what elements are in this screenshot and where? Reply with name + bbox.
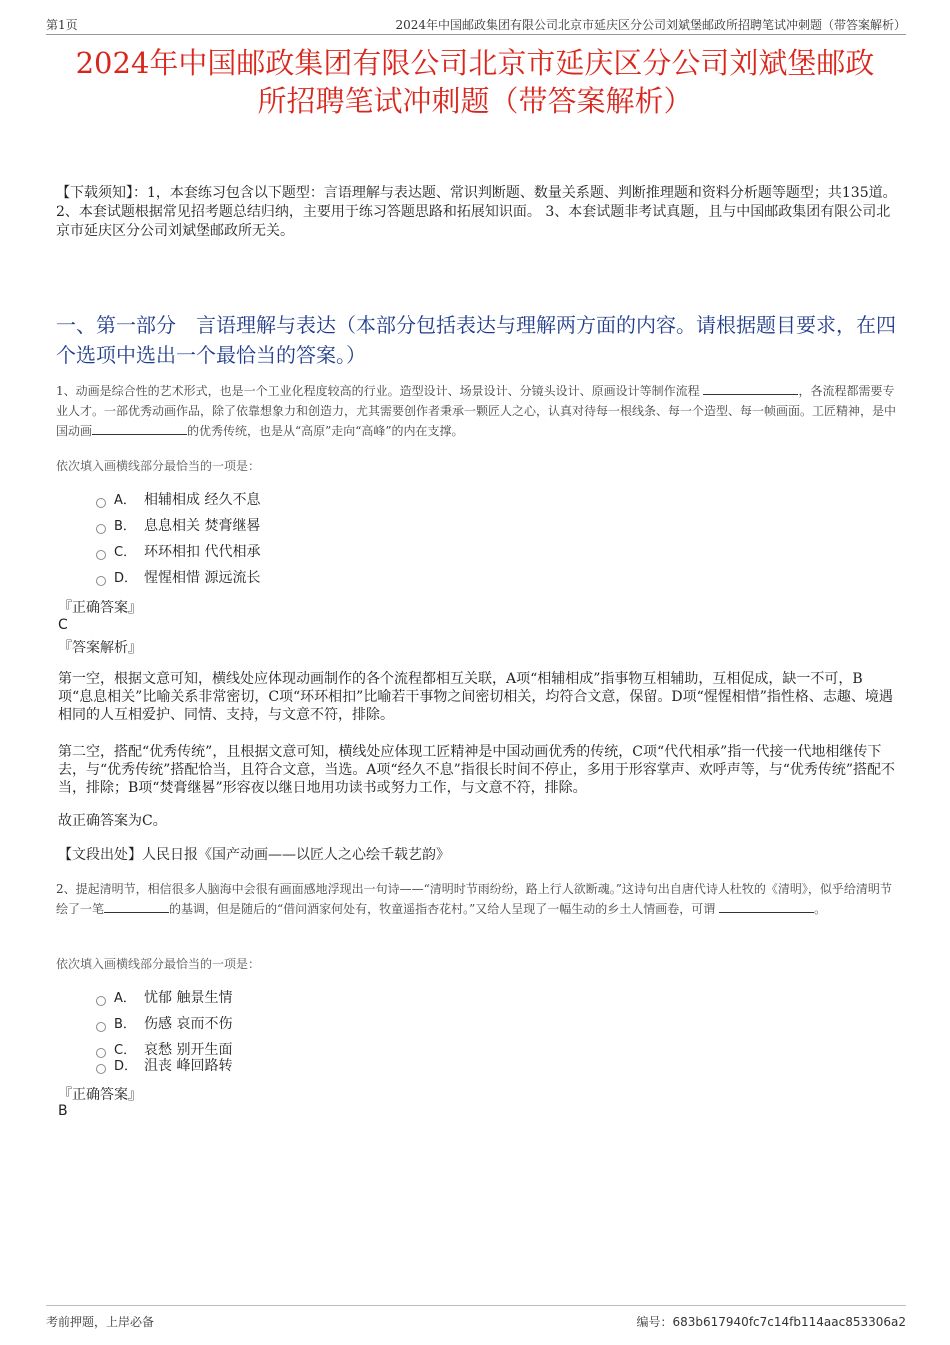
answer-blank [92,422,187,435]
answer-blank [104,900,169,913]
question-1-stem-part-b: ，各流程都需要专业人才。一部优秀动画作品，除了依靠想象力和创造力，尤其需要创作者秉承一颗匠人之心，认真对待每一根线条、每一个造型、每一帧画面。工匠精神，是中国动画 [56,384,897,438]
option-letter: B． [114,1017,136,1032]
option-letter: C． [114,545,137,560]
question-2-stem-part-b: 的基调，但是随后的“借问酒家何处有，牧童遥指杏花村。”又给人呈现了一幅生动的乡土人情画卷，可谓 [169,902,716,916]
question-1-analysis-p1: 第一空，根据文意可知，横线处应体现动画制作的各个流程都相互关联，A项“相辅相成”指事物互相辅助，互相促成，缺一不可，B项“息息相关”比喻关系非常密切，C项“环环相扣”比喻若干事物之间密切相关，均符合文意，保留。D项“惺惺相惜”指性格、志趣、境遇相同的人互相爱护、同情、支持，与文意不符，排除。 [58,671,893,723]
option-text: 环环相扣 代代相承 [144,544,261,560]
footer-slogan: 考前押题，上岸必备 [46,1315,155,1329]
title-line-1: 2024年中国邮政集团有限公司北京市延庆区分公司刘斌堡邮政 [75,46,875,80]
question-1-option-b[interactable] [96,516,260,536]
question-2-prompt: 依次填入画横线部分最恰当的一项是： [56,957,261,971]
option-letter: C． [114,1043,137,1058]
running-title: 2024年中国邮政集团有限公司北京市延庆区分公司刘斌堡邮政所招聘笔试冲刺题（带答案解析） [395,18,906,32]
option-letter: A． [114,991,136,1006]
question-2-answer-label: 『正确答案』 [58,1087,142,1103]
radio-icon[interactable] [96,550,106,560]
question-2-option-b[interactable] [96,1014,232,1034]
radio-icon[interactable] [96,576,106,586]
option-text: 相辅相成 经久不息 [144,492,261,508]
section-heading: 一、第一部分 言语理解与表达（本部分包括表达与理解两方面的内容。请根据题目要求，在四个选项中选出一个最恰当的答案。） [56,313,896,367]
option-text: 惺惺相惜 源远流长 [144,570,261,586]
radio-icon[interactable] [96,996,106,1006]
option-letter: D． [114,1059,138,1074]
option-text: 息息相关 焚膏继晷 [144,518,261,534]
footer-code-label: 编号： [636,1315,673,1329]
page-header [46,14,906,35]
question-1-source: 【文段出处】人民日报《国产动画——以匠人之心绘千载艺韵》 [58,847,450,863]
page-number: 第1页 [46,18,78,32]
question-1-analysis-p2: 第二空，搭配“优秀传统”，且根据文意可知，横线处应体现工匠精神是中国动画优秀的传统，C项“代代相承”指一代接一代地相继传下去，与“优秀传统”搭配恰当，且符合文意，当选。A项“经久不息”指很长时间不停止，多用于形容掌声、欢呼声等，与“优秀传统”搭配不当，排除；B项“焚膏继晷”形容夜以继日地用功读书或努力工作，与文意不符，排除。 [58,744,896,796]
question-2-stem-part-a: 2、提起清明节，相信很多人脑海中会很有画面感地浮现出一句诗——“清明时节雨纷纷，路上行人欲断魂。”这诗句出自唐代诗人杜牧的《清明》，似乎给清明节绘了一笔 [56,882,892,916]
question-1-option-d[interactable] [96,568,260,588]
question-1-stem-part-c: 的优秀传统，也是从“高原”走向“高峰”的内在支撑。 [187,424,464,438]
option-text: 哀愁 别开生面 [144,1042,233,1058]
download-notice: 【下载须知】：1，本套练习包含以下题型：言语理解与表达题、常识判断题、数量关系题、判断推理题和资料分析题等题型；共135道。 2、本套试题根据常见招考题总结归纳，主要用于练习答题思路和拓展知识面。 3、本套试题非考试真题，且与中国邮政集团有限公司北京市延庆区分公司刘斌堡邮政所无关。 [56,185,897,239]
page-footer [46,1305,906,1330]
radio-icon[interactable] [96,1022,106,1032]
option-text: 沮丧 峰回路转 [144,1058,233,1074]
option-text: 伤感 哀而不伤 [144,1016,233,1032]
question-1-analysis-label: 『答案解析』 [58,640,142,656]
question-1-stem-part-a: 1、动画是综合性的艺术形式，也是一个工业化程度较高的行业。造型设计、场景设计、分镜头设计、原画设计等制作流程 [56,384,700,398]
question-1-prompt: 依次填入画横线部分最恰当的一项是： [56,459,261,473]
option-letter: A． [114,493,136,508]
document-title [40,44,910,120]
answer-blank [719,900,814,913]
question-2-option-d[interactable] [96,1056,232,1076]
question-1-option-c[interactable] [96,542,260,562]
footer-code [636,1313,906,1330]
question-2-stem [56,879,896,919]
radio-icon[interactable] [96,498,106,508]
question-2-stem-part-c: 。 [814,902,827,916]
answer-blank [703,382,798,395]
question-2-answer: B [58,1103,68,1119]
radio-icon[interactable] [96,524,106,534]
radio-icon[interactable] [96,1064,106,1074]
question-1-answer: C [58,617,68,633]
footer-code-value: 683b617940fc7c14fb114aac853306a2 [672,1315,906,1329]
option-letter: B． [114,519,136,534]
question-1-stem [56,381,896,441]
title-line-2: 所招聘笔试冲刺题（带答案解析） [257,84,693,118]
option-text: 忧郁 触景生情 [144,990,233,1006]
question-1-answer-label: 『正确答案』 [58,600,142,616]
option-letter: D． [114,571,138,586]
question-1-conclusion: 故正确答案为C。 [58,813,167,829]
question-2-option-a[interactable] [96,988,232,1008]
question-1-option-a[interactable] [96,490,260,510]
